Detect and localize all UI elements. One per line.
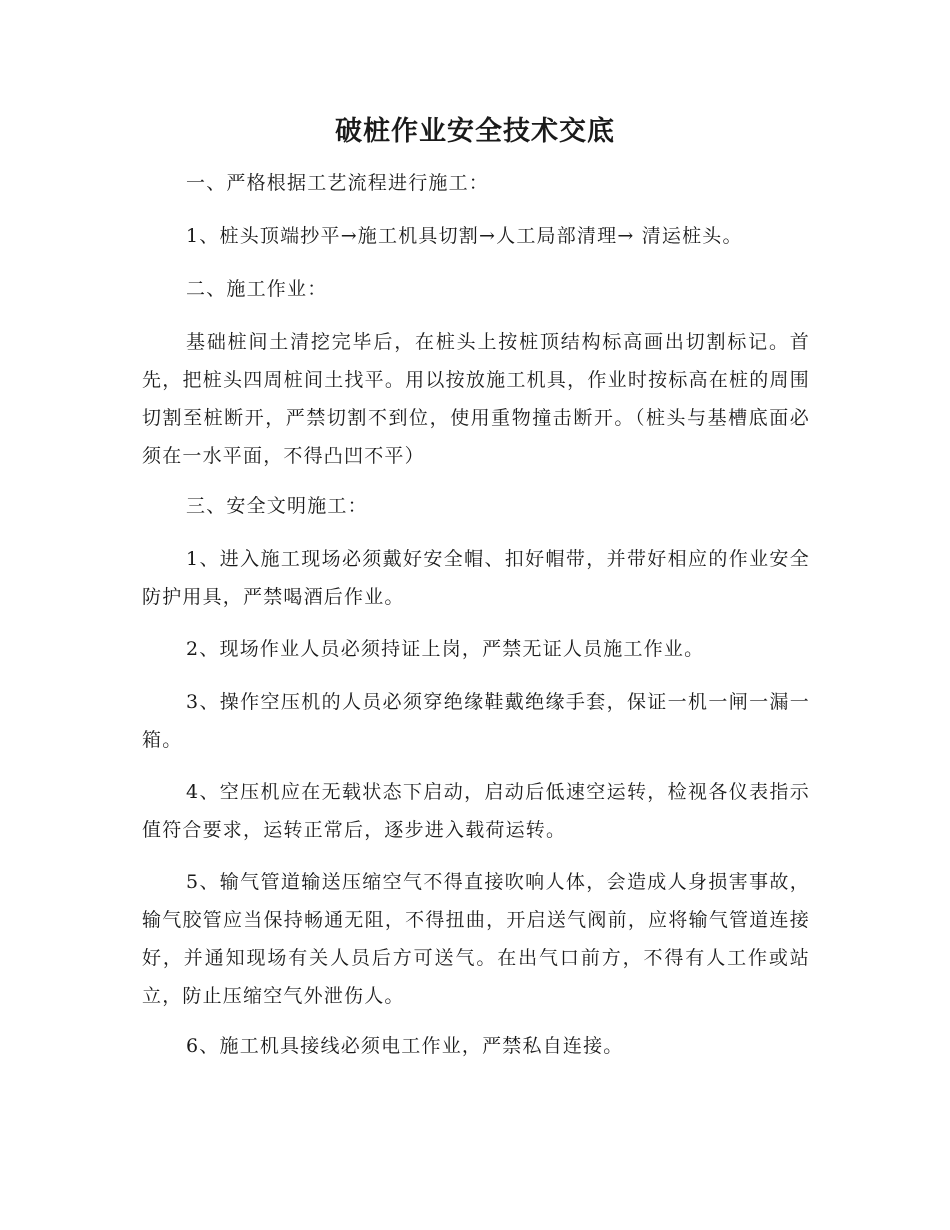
section-heading-2: 二、施工作业： — [186, 278, 328, 300]
paragraph-safety-4: 4、空压机应在无载状态下启动，启动后低速空运转，检视各仪表指示值符合要求，运转正常后，逐步进入载荷运转。 — [142, 781, 810, 841]
section-heading-1: 一、严格根据工艺流程进行施工： — [186, 172, 490, 194]
paragraph-process-flow: 1、桩头顶端抄平→施工机具切割→人工局部清理→ 清运桩头。 — [186, 225, 743, 247]
paragraph-safety-3: 3、操作空压机的人员必须穿绝缘鞋戴绝缘手套，保证一机一闸一漏一箱。 — [142, 691, 810, 751]
document-title: 破桩作业安全技术交底 — [335, 116, 615, 147]
paragraph-safety-1: 1、进入施工现场必须戴好安全帽、扣好帽带，并带好相应的作业安全防护用具，严禁喝酒后作业。 — [142, 548, 810, 608]
section-heading-3: 三、安全文明施工： — [186, 495, 368, 517]
paragraph-safety-2: 2、现场作业人员必须持证上岗，严禁无证人员施工作业。 — [186, 638, 705, 660]
paragraph-safety-6: 6、施工机具接线必须电工作业，严禁私自连接。 — [186, 1035, 624, 1057]
paragraph-construction-work: 基础桩间土清挖完毕后，在桩头上按桩顶结构标高画出切割标记。首先，把桩头四周桩间土找平。用以按放施工机具，作业时按标高在桩的周围切割至桩断开，严禁切割不到位，使用重物撞击断开。（桩头与基槽底面必须在一水平面，不得凸凹不平） — [142, 331, 810, 467]
paragraph-safety-5: 5、输气管道输送压缩空气不得直接吹响人体，会造成人身损害事故，输气胶管应当保持畅通无阻，不得扭曲，开启送气阀前，应将输气管道连接好，并通知现场有关人员后方可送气。在出气口前方，不得有人工作或站立，防止压缩空气外泄伤人。 — [142, 871, 810, 1007]
